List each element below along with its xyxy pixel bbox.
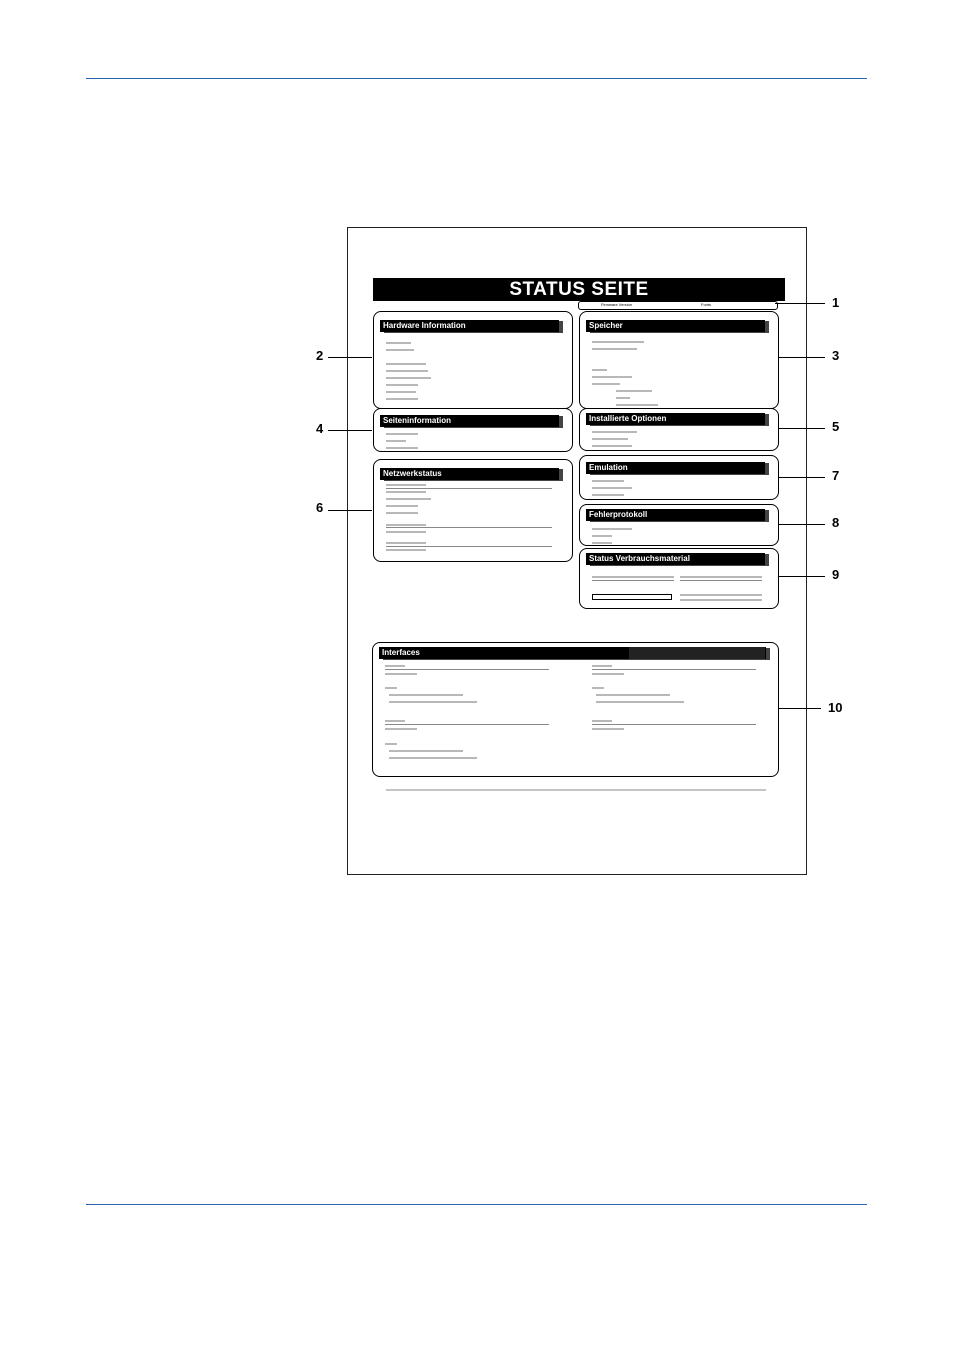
bottom-rule — [86, 1204, 867, 1205]
memory-heading: Speicher — [586, 320, 765, 332]
callout-2: 2 — [316, 348, 324, 363]
callout-4: 4 — [316, 421, 324, 436]
callout-6: 6 — [316, 500, 324, 515]
firmware-font-bar — [578, 301, 778, 310]
status-page-title: STATUS SEITE — [373, 278, 785, 301]
interfaces-heading: Interfaces — [379, 647, 766, 659]
consumables-status-heading: Status Verbrauchsmaterial — [586, 553, 765, 565]
toner-gauge — [592, 594, 672, 600]
callout-8: 8 — [832, 515, 840, 530]
memory-box — [579, 311, 779, 409]
installed-options-heading: Installierte Optionen — [586, 413, 765, 425]
fonts-label: Fonts — [701, 302, 712, 307]
consumables-status-box — [579, 548, 779, 609]
error-log-box — [579, 504, 779, 546]
callout-1: 1 — [832, 295, 840, 310]
callout-3: 3 — [832, 348, 840, 363]
callout-7: 7 — [832, 468, 840, 483]
page-info-box — [373, 408, 573, 452]
top-rule — [86, 78, 867, 79]
page-info-heading: Seiteninformation — [380, 415, 559, 427]
status-page-illustration — [347, 227, 807, 875]
hardware-info-heading: Hardware Information — [380, 320, 559, 332]
callout-10: 10 — [828, 700, 843, 715]
network-status-heading: Netzwerkstatus — [380, 468, 559, 480]
emulation-heading: Emulation — [586, 462, 765, 474]
footer-line — [386, 789, 766, 791]
callout-9: 9 — [832, 567, 840, 582]
error-log-heading: Fehlerprotokoll — [586, 509, 765, 521]
firmware-label: Firmware Version — [601, 302, 633, 307]
emulation-box — [579, 455, 779, 500]
installed-options-box — [579, 408, 779, 451]
network-status-box — [373, 459, 573, 562]
interfaces-box — [372, 642, 779, 777]
hardware-info-box — [373, 311, 573, 409]
callout-5: 5 — [832, 419, 840, 434]
